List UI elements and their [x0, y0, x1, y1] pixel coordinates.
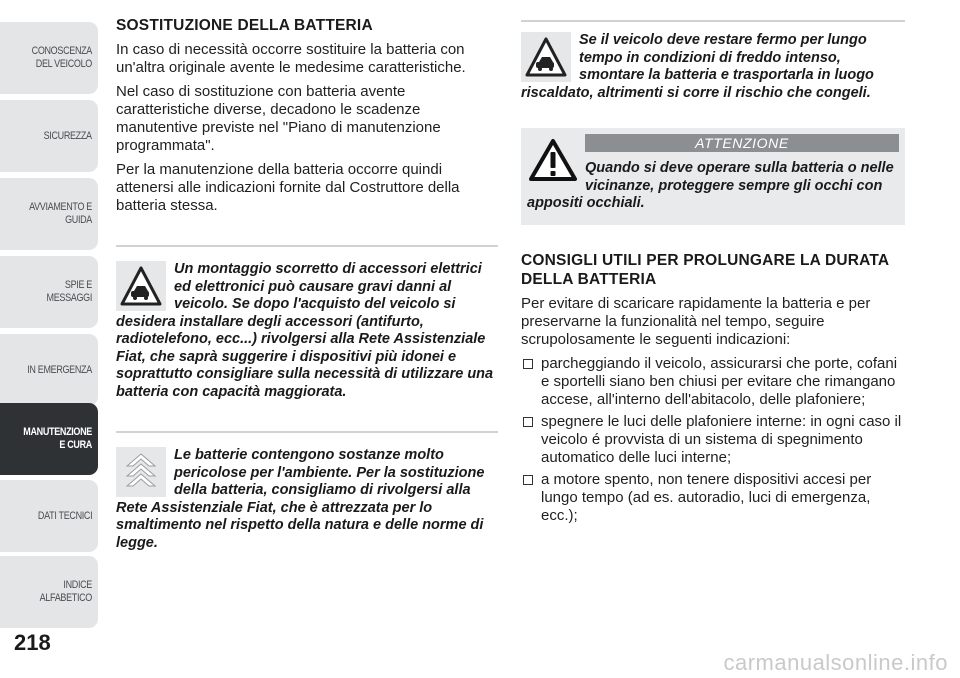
note-text: Le batterie contengono sostanze molto pericolose per l'ambiente. Per la sostituzione della batteria, consigliamo di rivolgersi alla Rete Assistenziale Fiat, che è attrezzata per lo smaltimento nel rispetto della natura e delle norme di legge. [116, 447, 485, 551]
car-warning-icon [521, 32, 571, 82]
note-text: Se il veicolo deve restare fermo per lungo tempo in condizioni di freddo intenso, smontare la batteria e trasportarla in luogo riscaldato, altrimenti si corre il rischio che congeli. [521, 32, 874, 101]
note-accessories [116, 245, 498, 401]
paragraph: Per la manutenzione della batteria occorre quindi attenersi alle indicazioni fornite dal Costruttore della batteria stessa. [116, 161, 460, 214]
tab-dati-tecnici[interactable]: DATI TECNICI [0, 480, 98, 552]
paragraph: Nel caso di sostituzione con batteria avente caratteristiche diverse, decadono le scadenze manutentive previste nel "Piano di manutenzione programmata". [116, 83, 441, 154]
section-title-battery-replacement: SOSTITUZIONE DELLA BATTERIA [116, 17, 373, 34]
paragraph: In caso di necessità occorre sostituire la batteria con un'altra originale avente le medesime caratteristiche. [116, 41, 466, 76]
tips-list [521, 355, 905, 525]
attention-banner: ATTENZIONE [585, 134, 899, 152]
tab-in-emergenza[interactable]: IN EMERGENZA [0, 334, 98, 406]
tab-indice-alfabetico[interactable]: INDICE ALFABETICO [0, 556, 98, 628]
watermark: carmanualsonline.info [723, 650, 948, 675]
right-column [521, 20, 905, 529]
tab-sicurezza[interactable]: SICUREZZA [0, 100, 98, 172]
list-item: spegnere le luci delle plafoniere interne: in ogni caso il veicolo é provvista di un sistema di spegnimento automatico delle luci interne; [521, 413, 905, 467]
list-item: parcheggiando il veicolo, assicurarsi che porte, cofani e sportelli siano ben chiusi per evitare che rimangano accese, all'interno dell'abitacolo, delle plafoniere; [521, 355, 905, 409]
attention-box [521, 128, 905, 225]
tab-conoscenza-del-veicolo[interactable]: CONOSCENZA DEL VEICOLO [0, 22, 98, 94]
warning-exclamation-icon [527, 136, 579, 184]
paragraph: Per evitare di scaricare rapidamente la batteria e per preservarne la funzionalità nel tempo, seguire scrupolosamente le seguenti indicazioni: [521, 294, 871, 348]
note-text: Un montaggio scorretto di accessori elettrici ed elettronici può causare gravi danni al veicolo. Se dopo l'acquisto del veicolo si desidera installare degli accessori (antifurto, radiotelefono, ecc...) rivolgersi alla Rete Assistenziale Fiat, che saprà suggerire i dispositivi più idonei e soprattutto consigliare sulla necessità di utilizzare una batteria con capacità maggiorata. [116, 261, 494, 400]
tab-spie-e-messaggi[interactable]: SPIE E MESSAGGI [0, 256, 98, 328]
tab-manutenzione-e-cura[interactable]: MANUTENZIONE E CURA [0, 403, 98, 475]
tab-avviamento-e-guida[interactable]: AVVIAMENTO E GUIDA [0, 178, 98, 250]
note-environment [116, 431, 498, 552]
attention-text: Quando si deve operare sulla batteria o nelle vicinanze, proteggere sempre gli occhi con appositi occhiali. [527, 160, 894, 211]
car-warning-icon [116, 261, 166, 311]
list-item: a motore spento, non tenere dispositivi accesi per lungo tempo (ad es. autoradio, luci di emergenza, ecc.); [521, 471, 905, 525]
left-column [116, 16, 498, 552]
section-title-battery-tips: CONSIGLI UTILI PER PROLUNGARE LA DURATA DELLA BATTERIA [521, 251, 889, 288]
page-number: 218 [14, 630, 51, 655]
note-cold-storage [521, 20, 905, 102]
recycle-environment-icon [116, 447, 166, 497]
